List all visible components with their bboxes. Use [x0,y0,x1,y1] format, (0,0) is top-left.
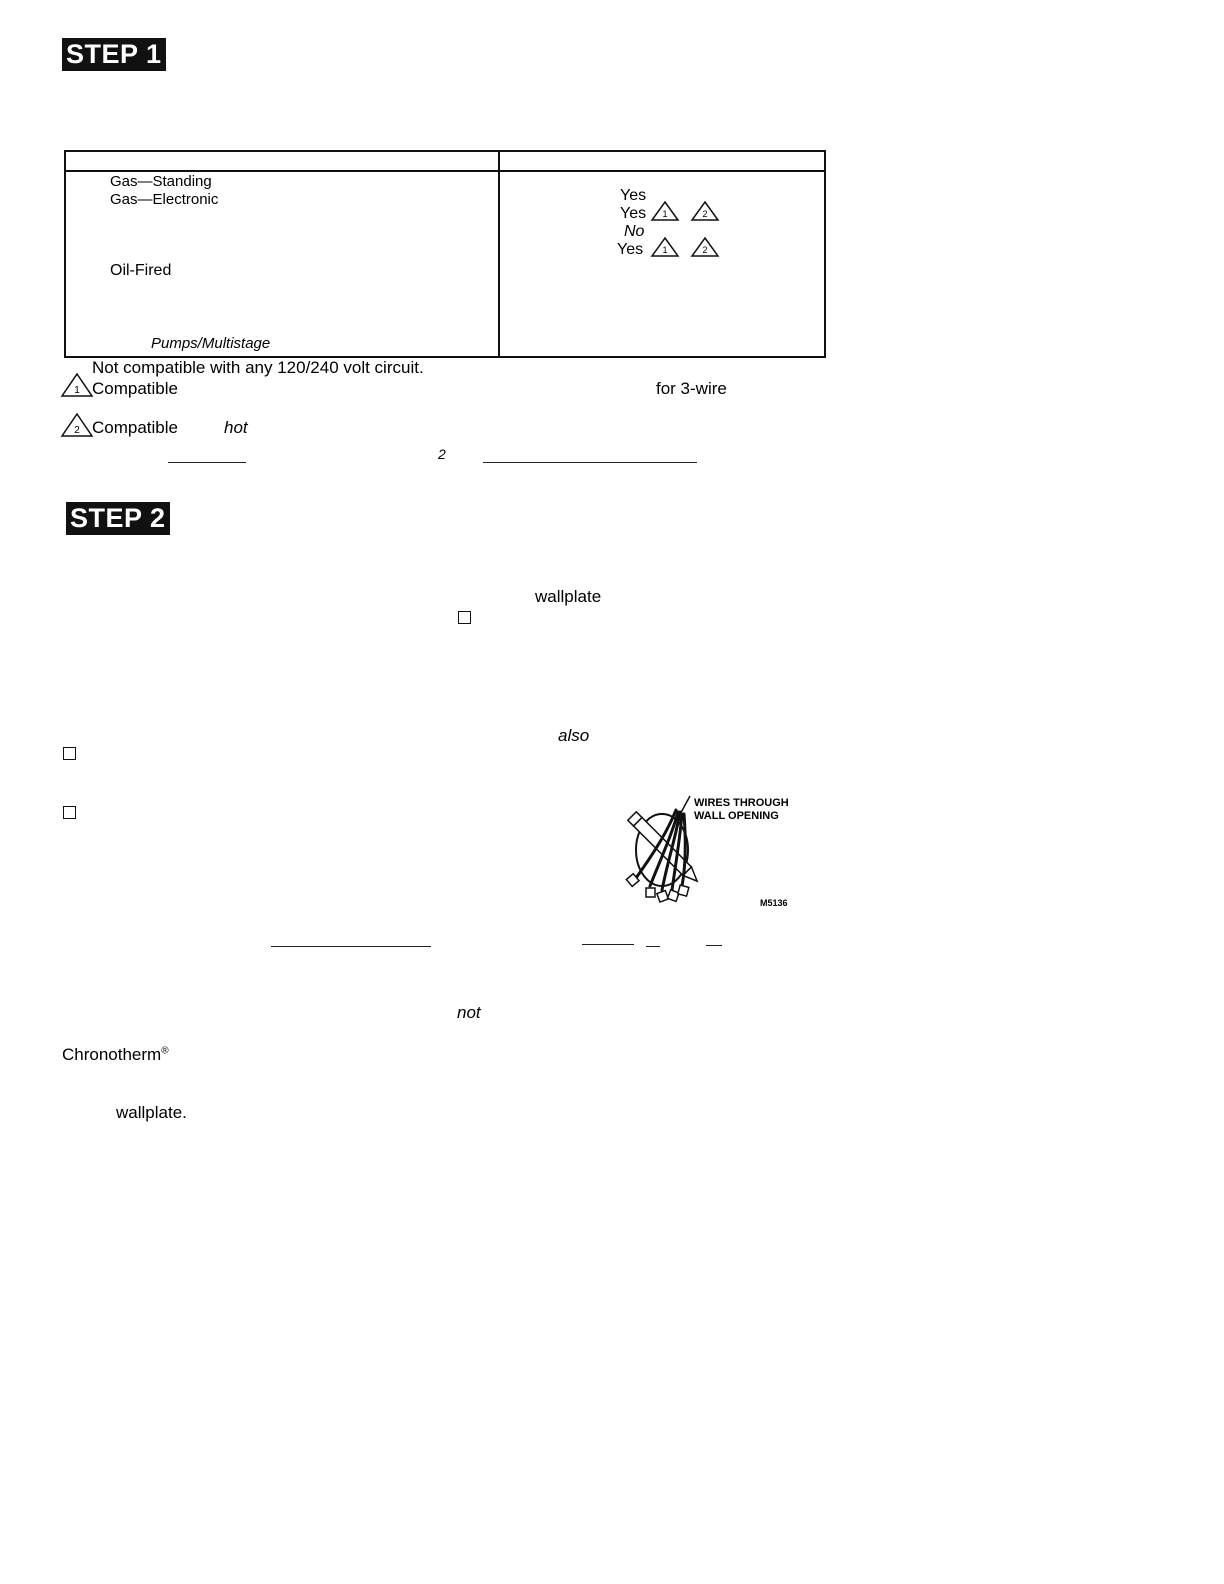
triangle-marker-text: 2 [74,425,80,436]
footnote-1-label: Compatible [92,379,178,398]
footnote-2-triangle-icon [690,236,720,258]
blank-underline-fragment [706,945,722,946]
table-right-border [824,150,826,358]
compatible-answer-1: Yes [620,187,647,204]
not-word: not [457,1003,481,1022]
blank-underline-fragment [646,946,660,947]
blank-underline [168,462,246,463]
footnote-2-label: Compatible [92,418,178,437]
system-type-gas-electronic: Gas—Electronic [110,191,219,208]
registered-mark: ® [161,1045,169,1057]
footnote-1-triangle-icon [60,372,94,398]
footnote-2-tail: hot [224,418,248,437]
blank-underline [271,946,431,947]
step-1-badge: STEP 1 [62,38,166,71]
system-type-pumps-multistage: Pumps/Multistage [151,335,271,352]
system-type-gas-standing: Gas—Standing [110,173,212,190]
triangle-marker-text: 1 [74,385,80,396]
chronotherm-name [62,1045,169,1065]
system-type-oil-fired: Oil-Fired [110,262,172,279]
wallplate-word: wallplate [535,587,602,606]
footnote-not-compatible: Not compatible with any 120/240 volt circuit. [92,358,424,377]
footnote-2-triangle-icon [60,412,94,438]
fragment-number: 2 [438,446,446,462]
checklist-checkbox[interactable] [63,747,76,760]
figure-code: M5136 [760,898,788,908]
compatible-answer-3: No [624,223,645,240]
triangle-marker-text: 2 [702,245,708,255]
footnote-1-triangle-icon [650,200,680,222]
triangle-marker-text: 1 [662,209,668,219]
figure-label-line-2: WALL OPENING [694,810,779,822]
triangle-marker-text: 1 [662,245,668,255]
footnote-1-triangle-icon [650,236,680,258]
checklist-checkbox[interactable] [458,611,471,624]
compatible-answer-2: Yes [620,205,647,222]
checklist-checkbox[interactable] [63,806,76,819]
table-left-border [64,150,66,358]
footnote-1-tail: for 3-wire [656,379,727,398]
also-word: also [558,726,590,745]
blank-underline-fragment [582,944,634,945]
step-2-badge: STEP 2 [66,502,170,535]
table-column-divider [498,150,500,358]
table-header-border [64,170,826,172]
compatible-answer-4: Yes [617,241,644,258]
triangle-marker-text: 2 [702,209,708,219]
blank-underline [483,462,697,463]
figure-label-line-1: WIRES THROUGH [694,797,789,809]
table-top-border [64,150,826,152]
footnote-2-triangle-icon [690,200,720,222]
wires-through-wall-figure [606,790,806,915]
wallplate-end-word: wallplate. [116,1103,187,1122]
chronotherm-text: Chronotherm [62,1045,162,1064]
